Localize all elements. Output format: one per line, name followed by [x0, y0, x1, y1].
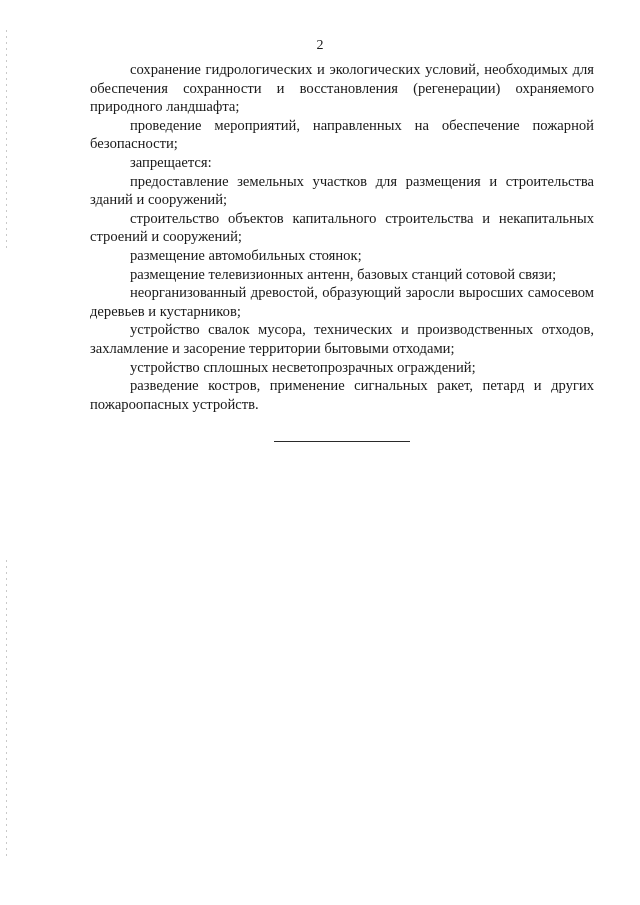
- paragraph: размещение автомобильных стоянок;: [130, 247, 362, 264]
- paragraph: разведение костров, применение сигнальных ракет, петард и других пожароопасных устройств.: [90, 378, 594, 413]
- scan-edge-mark: [6, 560, 7, 860]
- page-number: 2: [316, 38, 324, 53]
- paragraph: предоставление земельных участков для размещения и строительства зданий и сооружений;: [90, 173, 594, 209]
- paragraph: строительство объектов капитального строительства и некапитальных строений и сооружений;: [90, 210, 594, 246]
- paragraph: сохранение гидрологических и экологических условий, необходимых для обеспечения сохранности и восстановления (регенерации) охраняемого природного ландшафта;: [90, 62, 594, 116]
- end-rule: [274, 441, 410, 442]
- paragraph: запрещается:: [130, 154, 212, 171]
- scan-edge-mark: [6, 30, 7, 250]
- paragraph: неорганизованный древостой, образующий заросли выросших самосевом деревьев и кустарников;: [90, 285, 594, 320]
- paragraph: размещение телевизионных антенн, базовых станций сотовой связи;: [130, 266, 557, 283]
- document-body: [90, 61, 594, 414]
- paragraph: устройство свалок мусора, технических и производственных отходов, захламление и засорение территории бытовыми отходами;: [90, 322, 594, 357]
- paragraph: проведение мероприятий, направленных на обеспечение пожарной безопасности;: [90, 117, 594, 153]
- paragraph: устройство сплошных несветопрозрачных ограждений;: [130, 359, 476, 376]
